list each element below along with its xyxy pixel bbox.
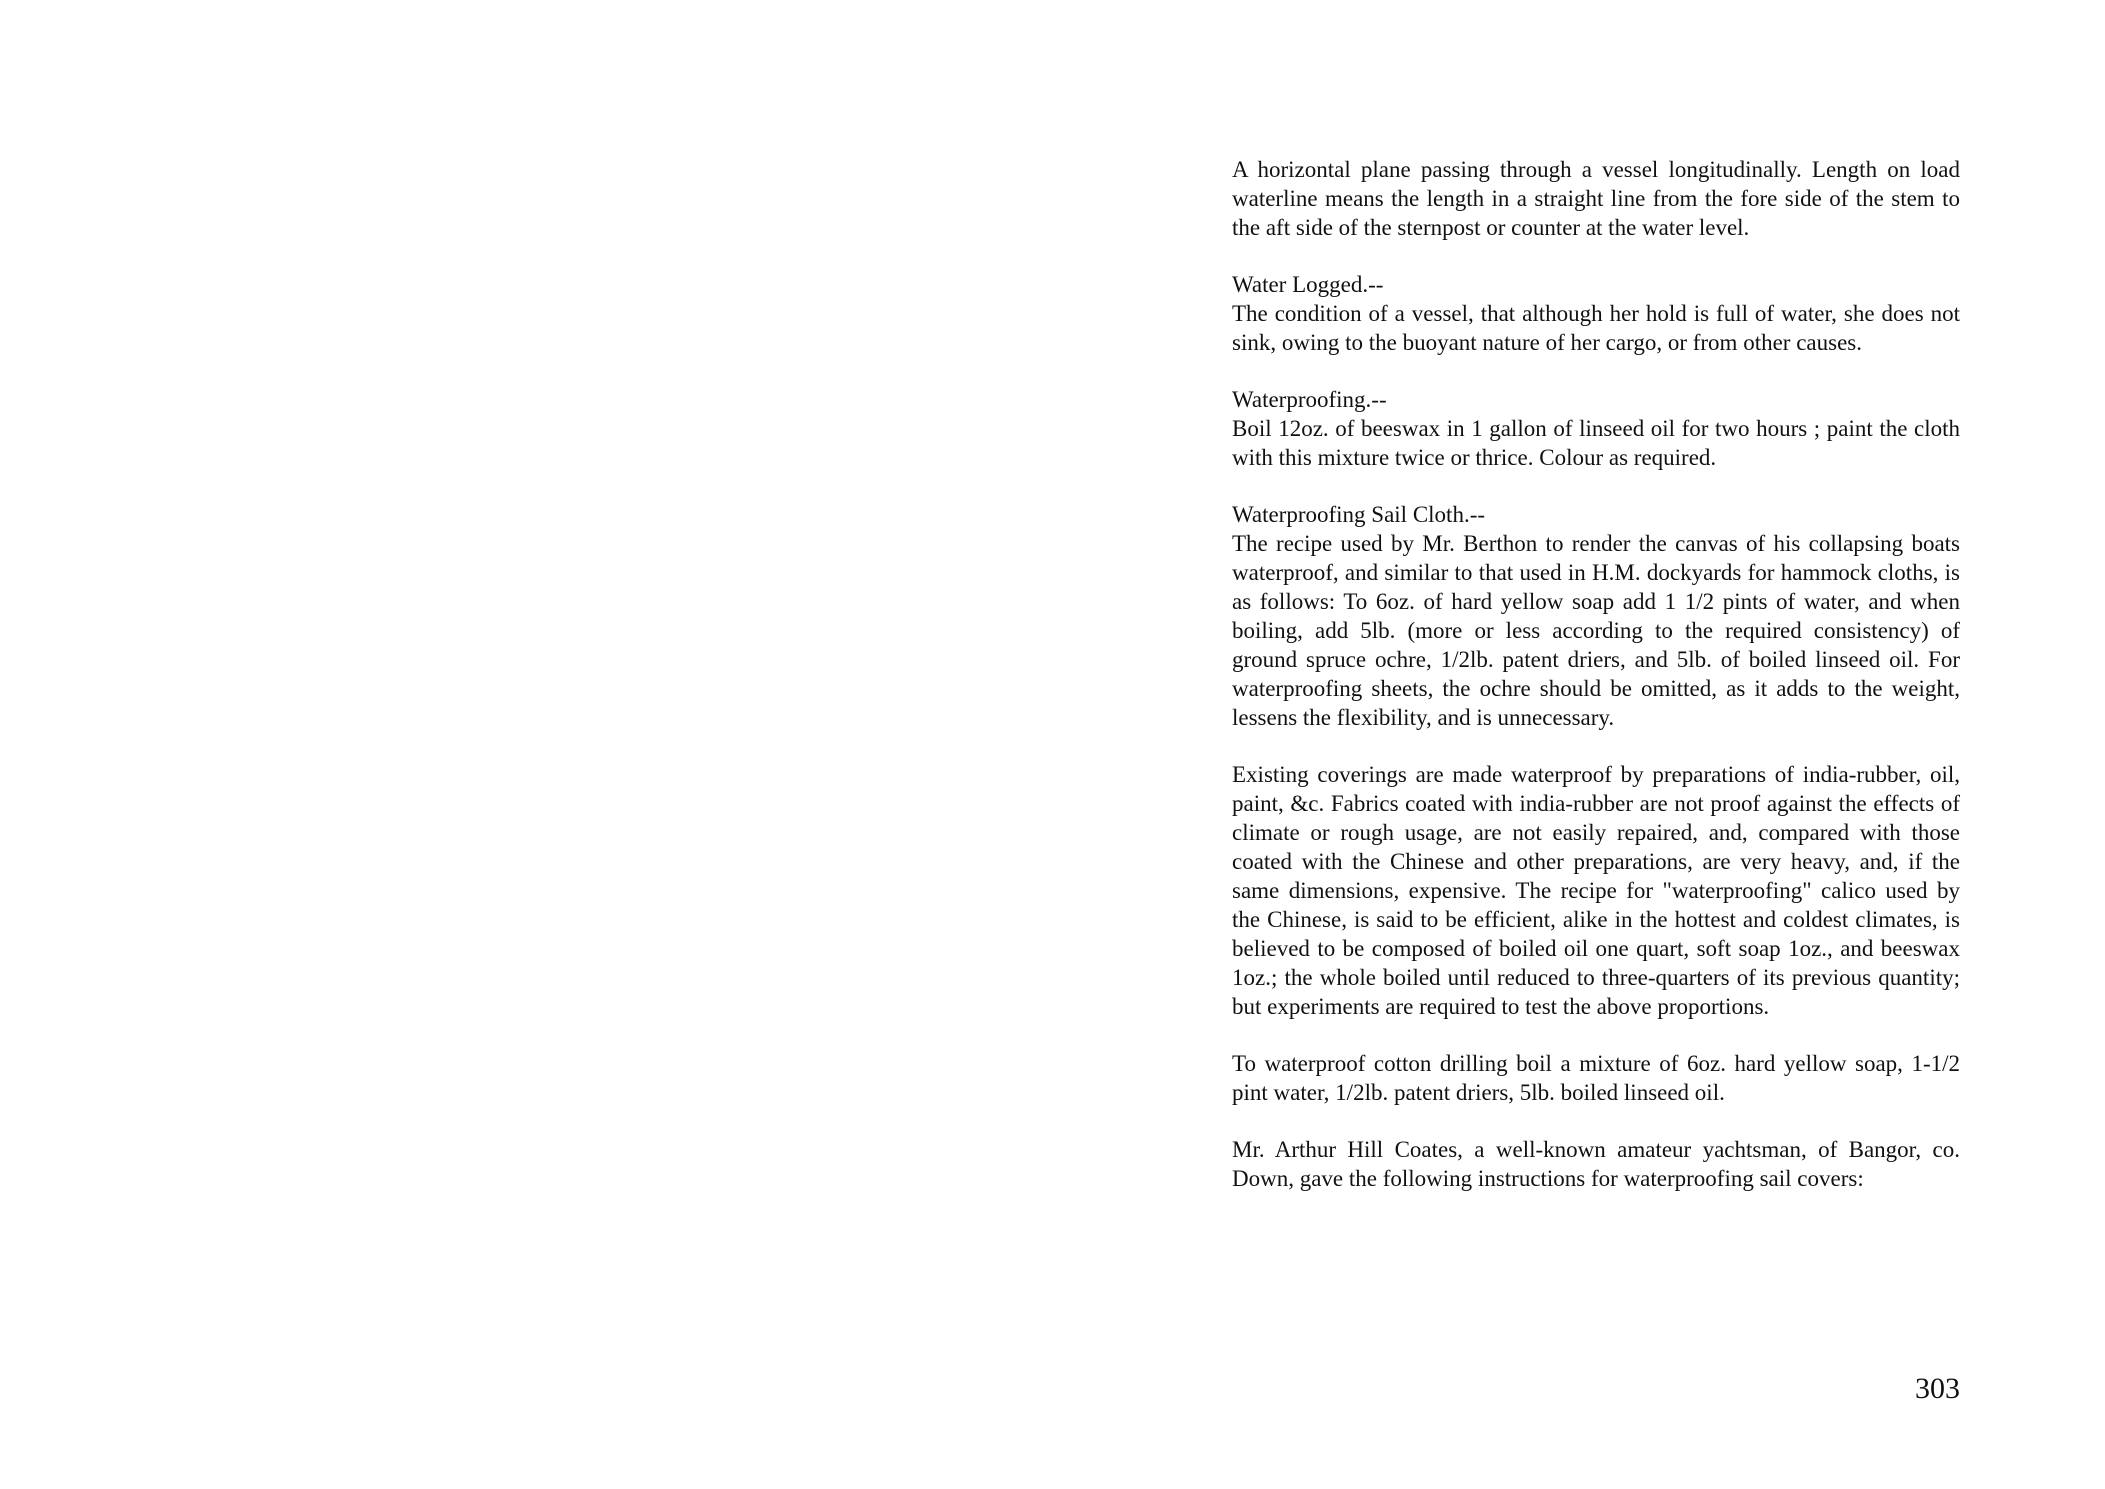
page-number: 303	[1915, 1372, 1960, 1405]
entry-body: The condition of a vessel, that although her hold is full of water, she does not sink, owing to the buoyant nature of her cargo, or from other causes.	[1232, 301, 1960, 355]
entry-term: Waterproofing Sail Cloth.--	[1232, 502, 1486, 527]
entry-term: Waterproofing.--	[1232, 387, 1387, 412]
page-text-column	[1232, 155, 1960, 1221]
entry-body: The recipe used by Mr. Berthon to render the canvas of his collapsing boats waterproof, and similar to that used in H.M. dockyards for hammock cloths, is as follows: To 6oz. of hard yellow soap add 1 1/2 pints of water, and when boiling, add 5lb. (more or less according to the required consistency) of ground spruce ochre, 1/2lb. patent driers, and 5lb. of boiled linseed oil. For waterproofing sheets, the ochre should be omitted, as it adds to the weight, lessens the flexibility, and is unnecessary.	[1232, 531, 1960, 730]
entry-water-logged	[1232, 270, 1960, 357]
paragraph-cotton-drilling: To waterproof cotton drilling boil a mixture of 6oz. hard yellow soap, 1-1/2 pint water, 1/2lb. patent driers, 5lb. boiled linseed oil.	[1232, 1051, 1960, 1105]
paragraph-arthur-hill-coates: Mr. Arthur Hill Coates, a well-known amateur yachtsman, of Bangor, co. Down, gave the following instructions for waterproofing sail covers:	[1232, 1137, 1960, 1191]
entry-term: Water Logged.--	[1232, 272, 1384, 297]
entry-waterproofing	[1232, 385, 1960, 472]
intro-paragraph: A horizontal plane passing through a vessel longitudinally. Length on load waterline means the length in a straight line from the fore side of the stem to the aft side of the sternpost or counter at the water level.	[1232, 157, 1960, 240]
entry-waterproofing-sail-cloth	[1232, 500, 1960, 732]
entry-body: Boil 12oz. of beeswax in 1 gallon of linseed oil for two hours ; paint the cloth with this mixture twice or thrice. Colour as required.	[1232, 416, 1960, 470]
paragraph-existing-coverings: Existing coverings are made waterproof by preparations of india-rubber, oil, paint, &c. Fabrics coated with india-rubber are not proof against the effects of climate or rough usage, are not easily repaired, and, compared with those coated with the Chinese and other preparations, are very heavy, and, if the same dimensions, expensive. The recipe for "waterproofing" calico used by the Chinese, is said to be efficient, alike in the hottest and coldest climates, is believed to be composed of boiled oil one quart, soft soap 1oz., and beeswax 1oz.; the whole boiled until reduced to three-quarters of its previous quantity; but experiments are required to test the above proportions.	[1232, 762, 1960, 1019]
